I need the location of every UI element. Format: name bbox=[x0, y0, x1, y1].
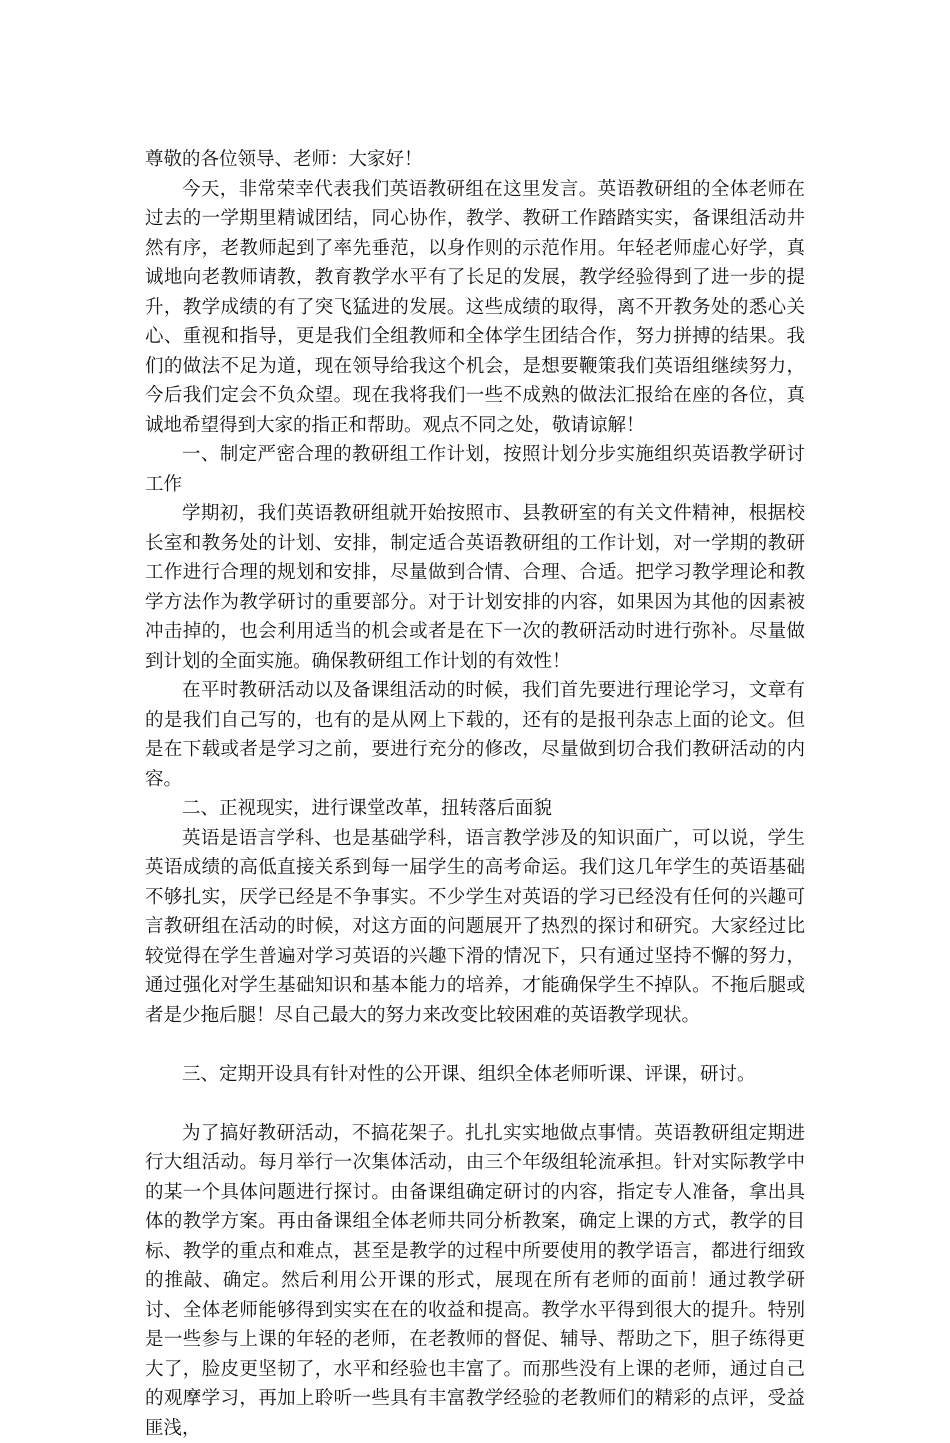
paragraph-theory-study: 在平时教研活动以及备课组活动的时候，我们首先要进行理论学习，文章有的是我们自己写的，也有的是从网上下载的，还有的是报刊杂志上面的论文。但是在下载或者是学习之前，要进行充分的修改，尽量做到切合我们教研活动的内容。 bbox=[145, 676, 805, 794]
paragraph-reform: 英语是语言学科、也是基础学科，语言教学涉及的知识面广，可以说，学生英语成绩的高低直接关系到每一届学生的高考命运。我们这几年学生的英语基础不够扎实，厌学已经是不争事实。不少学生对英语的学习已经没有任何的兴趣可言教研组在活动的时候，对这方面的问题展开了热烈的探讨和研究。大家经过比较觉得在学生普遍对学习英语的兴趣下滑的情况下，只有通过坚持不懈的努力，通过强化对学生基础知识和基本能力的培养，才能确保学生不掉队。不拖后腿或者是少拖后腿！尽自己最大的努力来改变比较困难的英语教学现状。 bbox=[145, 824, 805, 1031]
section-heading-2: 二、正视现实，进行课堂改革，扭转落后面貌 bbox=[145, 794, 805, 824]
paragraph-plan: 学期初，我们英语教研组就开始按照市、县教研室的有关文件精神，根据校长室和教务处的计划、安排，制定适合英语教研组的工作计划，对一学期的教研工作进行合理的规划和安排，尽量做到合情、合理、合适。把学习教学理论和教学方法作为教学研讨的重要部分。对于计划安排的内容，如果因为其他的因素被冲击掉的，也会利用适当的机会或者是在下一次的教研活动时进行弥补。尽量做到计划的全面实施。确保教研组工作计划的有效性！ bbox=[145, 499, 805, 676]
greeting: 尊敬的各位领导、老师：大家好！ bbox=[145, 145, 805, 175]
paragraph-intro: 今天，非常荣幸代表我们英语教研组在这里发言。英语教研组的全体老师在过去的一学期里精诚团结，同心协作，教学、教研工作踏踏实实，备课组活动井然有序，老教师起到了率先垂范，以身作则的示范作用。年轻老师虚心好学，真诚地向老教师请教，教育教学水平有了长足的发展，教学经验得到了进一步的提升，教学成绩的有了突飞猛进的发展。这些成绩的取得，离不开教务处的悉心关心、重视和指导，更是我们全组教师和全体学生团结合作，努力拼搏的结果。我们的做法不足为道，现在领导给我这个机会，是想要鞭策我们英语组继续努力，今后我们定会不负众望。现在我将我们一些不成熟的做法汇报给在座的各位，真诚地希望得到大家的指正和帮助。观点不同之处，敬请谅解！ bbox=[145, 175, 805, 441]
paragraph-open-class: 为了搞好教研活动，不搞花架子。扎扎实实地做点事情。英语教研组定期进行大组活动。每月举行一次集体活动，由三个年级组轮流承担。针对实际教学中的某一个具体问题进行探讨。由备课组确定研讨的内容，指定专人准备，拿出具体的教学方案。再由备课组全体老师共同分析教案，确定上课的方式，教学的目标、教学的重点和难点，甚至是教学的过程中所要使用的教学语言，都进行细致的推敲、确定。然后利用公开课的形式，展现在所有老师的面前！通过教学研讨、全体老师能够得到实实在在的收益和提高。教学水平得到很大的提升。特别是一些参与上课的年轻的老师，在老教师的督促、辅导、帮助之下，胆子练得更大了，脸皮更坚韧了，水平和经验也丰富了。而那些没有上课的老师，通过自己的观摩学习，再加上聆听一些具有丰富教学经验的老教师们的精彩的点评，受益匪浅， bbox=[145, 1119, 805, 1443]
blank-line bbox=[145, 1030, 805, 1060]
blank-line bbox=[145, 1089, 805, 1119]
document-page bbox=[145, 145, 805, 1443]
section-heading-1: 一、制定严密合理的教研组工作计划，按照计划分步实施组织英语教学研讨工作 bbox=[145, 440, 805, 499]
section-heading-3: 三、定期开设具有针对性的公开课、组织全体老师听课、评课，研讨。 bbox=[145, 1060, 805, 1090]
